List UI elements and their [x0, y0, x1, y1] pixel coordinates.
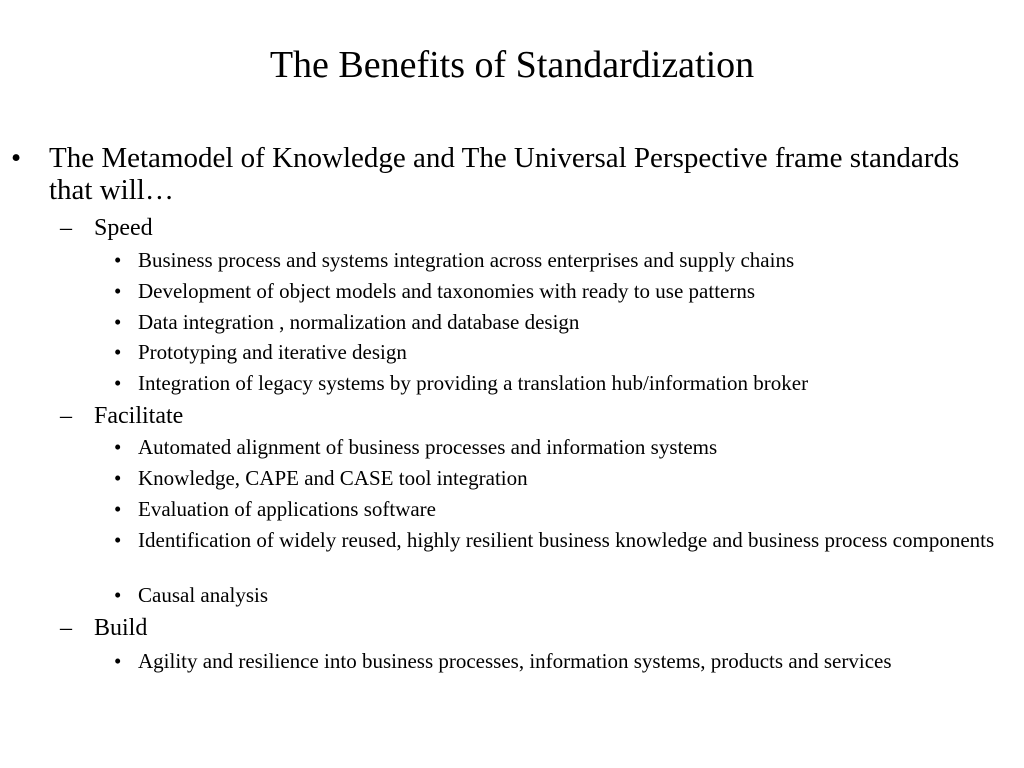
list-item-text: Causal analysis	[138, 583, 269, 607]
main-bullet	[11, 142, 999, 206]
list-item-text: Identification of widely reused, highly resilient business knowledge and business process components	[138, 528, 995, 552]
slide-title: The Benefits of Standardization	[269, 44, 755, 86]
bullet-marker: •	[114, 340, 122, 364]
list-item	[114, 248, 998, 272]
bullet-marker: •	[114, 497, 122, 521]
bullet-marker: •	[114, 528, 122, 552]
list-item-text: Development of object models and taxonomies with ready to use patterns	[138, 279, 756, 303]
section-heading: Speed	[94, 215, 153, 241]
bullet-marker: •	[114, 435, 122, 459]
bullet-marker: •	[114, 371, 122, 395]
list-item	[114, 497, 998, 521]
list-item	[114, 340, 998, 364]
dash-marker: –	[60, 403, 72, 429]
section-heading: Facilitate	[94, 403, 184, 429]
list-item-text: Knowledge, CAPE and CASE tool integration	[138, 466, 528, 490]
bullet-marker: •	[114, 310, 122, 334]
list-item-text: Business process and systems integration across enterprises and supply chains	[138, 248, 795, 272]
list-item	[114, 528, 998, 552]
bullet-marker: •	[114, 279, 122, 303]
section-speed	[60, 214, 153, 242]
list-item-text: Agility and resilience into business processes, information systems, products and services	[138, 649, 892, 673]
bullet-marker: •	[114, 649, 122, 673]
section-heading: Build	[94, 615, 148, 641]
dash-marker: –	[60, 615, 72, 641]
list-item	[114, 279, 998, 303]
list-item-text: Automated alignment of business processes and information systems	[138, 435, 718, 459]
list-item-text: Prototyping and iterative design	[138, 340, 407, 364]
section-build	[60, 614, 148, 642]
bullet-marker: •	[114, 248, 122, 272]
list-item-text: Evaluation of applications software	[138, 497, 436, 521]
list-item-text: Data integration , normalization and database design	[138, 310, 580, 334]
bullet-marker: •	[114, 466, 122, 490]
bullet-marker: •	[114, 583, 122, 607]
list-item	[114, 649, 998, 673]
list-item	[114, 466, 998, 490]
list-item	[114, 371, 998, 395]
list-item	[114, 435, 998, 459]
section-facilitate	[60, 402, 184, 430]
dash-marker: –	[60, 215, 72, 241]
list-item-text: Integration of legacy systems by providing a translation hub/information broker	[138, 371, 809, 395]
list-item	[114, 310, 998, 334]
list-item	[114, 583, 998, 607]
bullet-marker: •	[11, 142, 22, 174]
main-bullet-text: The Metamodel of Knowledge and The Universal Perspective frame standards that will…	[49, 142, 960, 206]
